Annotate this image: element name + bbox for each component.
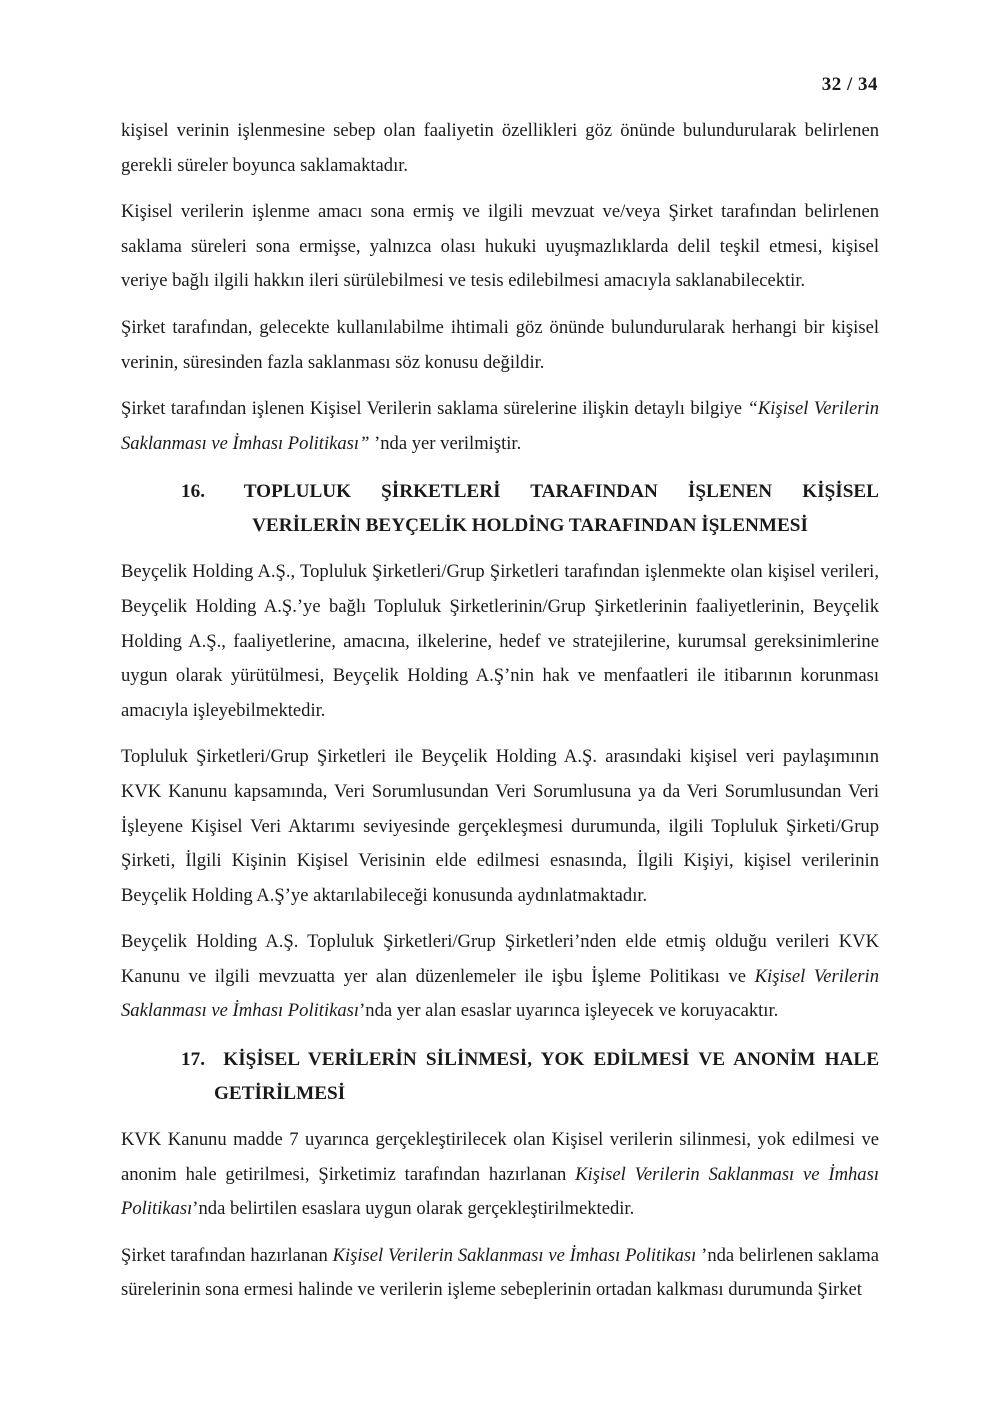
policy-title-italic: Kişisel Verilerin Saklanması ve İmhası Politikası: [121, 965, 879, 1022]
paragraph-legal-dispute-retention: Kişisel verilerin işlenme amacı sona ermiş ve ilgili mevzuat ve/veya Şirket tarafından belirlenen saklama süreleri sona ermişse, yalnızca olası hukuki uyuşmazlıklarda delil teşkil etmesi, kişisel veriye bağlı ilgili hakkın ileri sürülebilmesi ve tesis edilebilmesi amacıyla saklanabilecektir.: [121, 201, 879, 292]
paragraph-retention-expiry: [121, 1239, 879, 1308]
text-run: ’nda yer alan esaslar uyarınca işleyecek ve koruyacaktır.: [359, 1000, 779, 1022]
paragraph-retention-policy-reference: [121, 392, 879, 461]
paragraph-no-excess-retention: Şirket tarafından, gelecekte kullanılabilme ihtimali göz önünde bulundurularak herhangi bir kişisel verinin, süresinden fazla saklanması söz konusu değildir.: [121, 316, 879, 373]
policy-title-italic: Kişisel Verilerin Saklanması ve İmhası Politikası: [332, 1244, 697, 1266]
text-run: Şirket tarafından hazırlanan: [121, 1244, 333, 1266]
paragraph-retention-periods: kişisel verinin işlenmesine sebep olan faaliyetin özellikleri göz önünde bulundurularak belirlenen gerekli süreler boyunca saklamaktadır.: [121, 120, 879, 176]
paragraph-deletion-policy: [121, 1123, 879, 1227]
section-17-heading: [121, 1043, 879, 1111]
section-16-heading: [121, 475, 879, 543]
text-run: KVK Kanunu madde 7 uyarınca gerçekleştirilecek olan Kişisel verilerin silinmesi, yok edilmesi ve anonim hale getirilmesi, Şirketimiz tarafından hazırlanan: [121, 1129, 879, 1185]
page-number: 32 / 34: [821, 74, 878, 95]
section-16-heading-line1: [181, 475, 879, 509]
section-title-part1: TOPLULUK ŞİRKETLERİ TARAFINDAN İŞLENEN KİŞİSEL: [243, 481, 879, 503]
text-run: ’nda belirlenen saklama sürelerinin sona ermesi halinde ve verilerin işleme sebeplerinin ortadan kalkması durumunda Şirket: [121, 1244, 880, 1301]
section-number: 16.: [181, 481, 205, 503]
paragraph-data-sharing: Topluluk Şirketleri/Grup Şirketleri ile Beyçelik Holding A.Ş. arasındaki kişisel veri paylaşımının KVK Kanunu kapsamında, Veri Sorumlusundan Veri Sorumlusuna ya da Veri Sorumlusundan Veri İşleyene Kişisel Veri Aktarımı seviyesinde gerçekleşmesi durumunda, ilgili Topluluk Şirketi/Grup Şirketi, İlgili Kişinin Kişisel Verisinin elde edilmesi esnasında, İlgili Kişiyi, kişisel verilerinin Beyçelik Holding A.Ş’ye aktarılabileceği konusunda aydınlatmaktadır.: [121, 746, 879, 906]
section-title-part2: GETİRİLMESİ: [214, 1083, 346, 1105]
text-run: Şirket tarafından işlenen Kişisel Verilerin saklama sürelerine ilişkin detaylı bilgiye: [121, 398, 748, 420]
section-title-part1: KİŞİSEL VERİLERİN SİLİNMESİ, YOK EDİLMESİ VE ANONİM HALE: [223, 1049, 880, 1071]
section-title-part2: VERİLERİN BEYÇELİK HOLDİNG TARAFINDAN İŞLENMESİ: [252, 515, 808, 537]
policy-title-italic: Kişisel Verilerin Saklanması ve İmhası Politikası: [121, 1163, 879, 1220]
text-run: Beyçelik Holding A.Ş. Topluluk Şirketleri/Grup Şirketleri’nden elde etmiş olduğu verileri KVK Kanunu ve ilgili mevzuatta yer alan düzenlemeler ile işbu İşleme Politikası ve: [121, 931, 879, 987]
policy-title-italic: “Kişisel Verilerin Saklanması ve İmhası Politikası”: [121, 398, 879, 454]
document-body: [121, 114, 879, 1320]
section-17-heading-line1: [181, 1043, 879, 1077]
section-number: 17.: [181, 1049, 205, 1071]
paragraph-holding-processing: Beyçelik Holding A.Ş., Topluluk Şirketleri/Grup Şirketleri tarafından işlenmekte olan kişisel verileri, Beyçelik Holding A.Ş.’ye bağlı Topluluk Şirketlerinin/Grup Şirketlerinin faaliyetlerinin, Beyçelik Holding A.Ş., faaliyetlerine, amacına, ilkelerine, hedef ve stratejilerine, kurumsal gereksinimlerine uygun olarak yürütülmesi, Beyçelik Holding A.Ş’nin hak ve menfaatleri ile itibarının korunması amacıyla işleyebilmektedir.: [121, 561, 879, 721]
paragraph-holding-protection: [121, 925, 879, 1029]
text-run: ’nda belirtilen esaslara uygun olarak gerçekleştirilmektedir.: [192, 1198, 635, 1220]
text-run: ’nda yer verilmiştir.: [369, 432, 522, 454]
